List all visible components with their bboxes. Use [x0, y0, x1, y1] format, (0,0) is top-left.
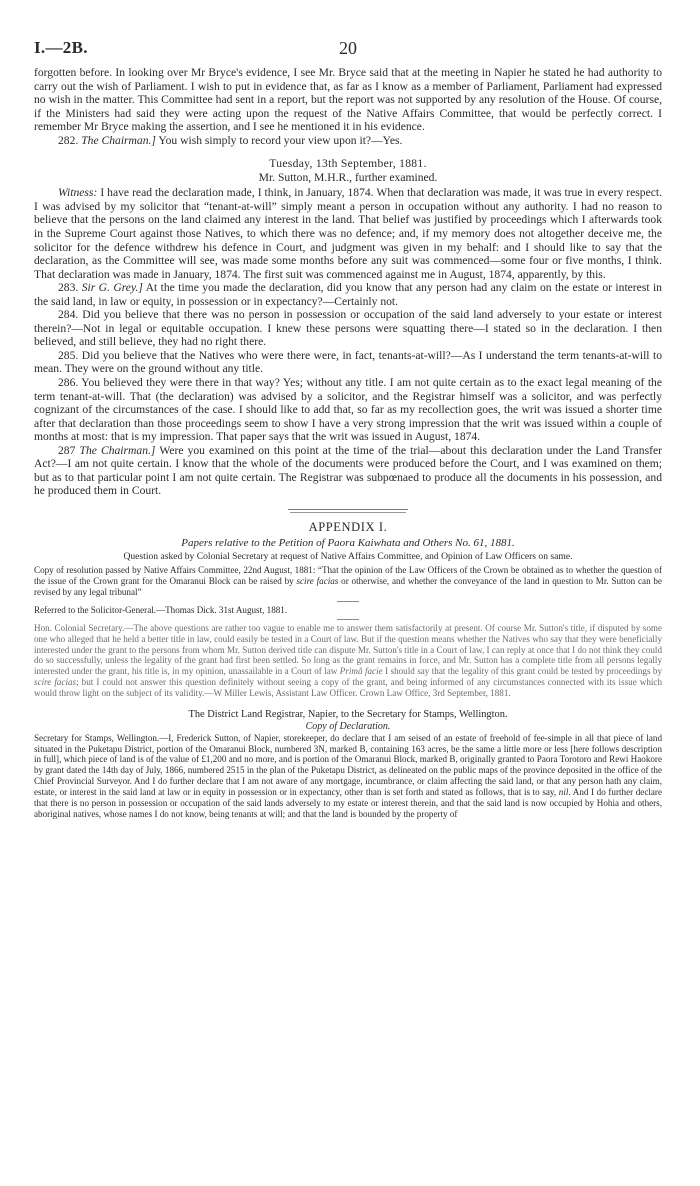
question-number: 287	[58, 443, 76, 457]
appendix-title: Papers relative to the Petition of Paora Kaiwhata and Others No. 61, 1881.	[181, 536, 515, 549]
evidence-section	[34, 66, 662, 498]
speaker: The Chairman.]	[79, 443, 156, 457]
referral-note: Referred to the Solicitor-General.—Thomas Dick. 31st August, 1881.	[34, 604, 288, 615]
date-heading: Tuesday, 13th September, 1881.	[269, 157, 427, 171]
law-officer-opinion	[34, 623, 662, 699]
copy-of-resolution	[34, 565, 662, 598]
declaration-text	[34, 733, 662, 820]
question-284: 284. Did you believe that there was no person in possession or occupation of the said land adversely to your estate or interest therein?—Not in legal or equitable occupation. I knew these persons were squatting there—I stated so in the declaration. I then believed, and still believe, they had no right there.	[34, 308, 662, 349]
document-reference: I.—2B.	[34, 38, 88, 57]
question-number: 283.	[58, 281, 79, 295]
resolution-italic: scire facias	[296, 576, 339, 587]
declaration-heading: Copy of Declaration.	[305, 720, 391, 732]
registrar-heading: The District Land Registrar, Napier, to the Secretary for Stamps, Wellington.	[188, 708, 508, 720]
opinion-italic: Primâ facie	[339, 666, 383, 677]
appendix-heading: APPENDIX I.	[308, 519, 388, 534]
opinion-text: Hon. Colonial Secretary.—The above questions are rather too vague to enable me to answer them satisfactorily at present. Of course Mr. Sutton's title, if disputed by some one who alleged that he held a better title in law, could easily be tested in a Court of law. But if the question means whether the Natives who say that they were beneficially interested under the grant to the persons from whom Mr. Sutton derived title can dispute Mr. Sutton's title in a Court of law, I can reply at once that I do not think they could do so successfully, unless the legality of the grant had first been settled. So long as the grant remains in force, and Mr. Sutton has a complete title from all persons legally interested under the grant, his title is, in my opinion, unassailable in a Court of law	[34, 622, 662, 677]
speaker: The Chairman.]	[81, 133, 156, 147]
opinion-italic-2: scire facias	[34, 677, 77, 688]
question-282	[34, 134, 662, 148]
page-header	[34, 38, 662, 66]
short-divider	[337, 601, 359, 602]
section-divider-second	[290, 512, 406, 513]
witness-text: I have read the declaration made, I think, in January, 1874. When that declaration was made, it was true in every respect. I was advised by my solicitor that “tenant-at-will” simply meant a person in occupation without any authority. I had no reason to believe that the persons on the land claimed any interest in the land. That belief was justified by proceedings which I afterwards took in the Supreme Court against those Natives, to which there was no defence; and, if my memory does not altogether deceive me, the solicitor for the defence withdrew his defence in Court, and judgment was given in my behalf: and I should like to say that the declaration, as the Committee will see, was made some months before any suit was commenced—some four or five months, I think. That declaration was made in January, 1874. The first suit was commenced against me in August, 1874, apparently, by this.	[34, 186, 662, 281]
question-287	[34, 444, 662, 498]
resolution-text-end: or otherwise, and whether the conveyance of the land in question to Mr. Sutton can be revised by any legal tribunal”	[34, 576, 662, 598]
question-283	[34, 281, 662, 308]
witness-statement	[34, 186, 662, 281]
paragraph-continuation: forgotten before. In looking over Mr Bryce's evidence, I see Mr. Bryce said that at the meeting in Napier he stated he had authority to carry out the wish of Parliament. I wish to put in evidence that, as far as I know as a member of Parliament, Parliament had expressed no wish in the matter. This Committee had sent in a report, but the report was not supported by any resolution of the House. Of course, if the Ministers had said they were acting upon the request of the Native Affairs Committee, that would be perfectly correct. I remember Mr Bryce making the assertion, and I see he mentioned it in his evidence.	[34, 66, 662, 134]
opinion-text-mid: I should say that the legality of this grant could be tested by proceedings by	[382, 666, 662, 677]
declaration-italic: nil	[558, 786, 569, 797]
question-text: At the time you made the declaration, did you know that any person had any claim on the estate or interest in the said land, in law or equity, in possession or in expectancy?—Certainly not.	[34, 281, 662, 308]
question-number: 282.	[58, 133, 79, 147]
resolution-text: Copy of resolution passed by Native Affairs Committee, 22nd August, 1881: “That the opinion of the Law Officers of the Crown be obtained as to whether the question of the issue of the Crown grant for the Omaranui Block can be raised by	[34, 565, 662, 587]
question-text: Were you examined on this point at the time of the trial—about this declaration under the Land Transfer Act?—I am not quite certain. I know that the whole of the documents were produced before the Court, and I was examined on them; but as to that particular point I am not quite certain. The Registrar was subpœnaed to produce all the documents in his possession, and he produced them in Court.	[34, 443, 662, 498]
short-divider	[337, 619, 359, 620]
witness-label: Witness:	[58, 186, 98, 200]
declaration-body: Secretary for Stamps, Wellington.—I, Frederick Sutton, of Napier, storekeeper, do declare that I am seised of an estate of freehold of fee-simple in all that piece of land situated in the Puketapu District, portion of the Omaranui Block, numbered 3N, marked B, containing 163 acres, be the same a little more or less [here follows description in full], which piece of land is of the value of £1,200 and no more, and is portion of the Omaranui Block, marked B, originally granted to Paora Torotoro and Rewi Haokore by grant dated the 14th day of July, 1866, numbered 2515 in the plan of the Puketapu District, as delineated on the public maps of the province deposited in the office of the Chief Provincial Surveyor. And I do further declare that I am not aware of any mortgage, incumbrance, or claim affecting the said land, or that any person hath any claim, estate, or interest in the said land at law or in equity in possession or in expectancy, other than is set forth and stated as follows, that is to say,	[34, 732, 662, 797]
witness-heading: Mr. Sutton, M.H.R., further examined.	[258, 170, 438, 184]
question-286: 286. You believed they were there in that way? Yes; without any title. I am not quite certain as to the exact legal meaning of the term tenant-at-will. That (the declaration) was advised by a solicitor, and the Registrar himself was a solicitor, and was perfectly cognizant of the circumstances of the case. I should like to add that, so far as my recollection goes, the writ was issued a shorter time after that declaration than those proceedings seem to show I have a very strong impression that the writ was issued within a couple of months at most: that is my impression. That paper says that the writ was issued in August, 1874.	[34, 376, 662, 444]
question-285: 285. Did you believe that the Natives who were there were, in fact, tenants-at-will?—As I understand the term tenants-at-will to mean. They were on the ground without any title.	[34, 348, 662, 376]
declaration-body-end: . And I do further declare that there is no person in possession or occupation of the said lands adversely to my estate or interest therein, and that the said land is now occupied by Hohia and others, aboriginal natives, whose names I do not know, being tenants at will; and that the land is bounded by the property of	[34, 786, 662, 819]
question-heading: Question asked by Colonial Secretary at request of Native Affairs Committee, and Opinion of Law Officers on same.	[123, 550, 573, 562]
page-number: 20	[339, 38, 357, 58]
question-text: You wish simply to record your view upon it?—Yes.	[158, 133, 403, 147]
speaker: Sir G. Grey.]	[81, 281, 143, 295]
appendix-section	[34, 537, 662, 820]
section-divider	[288, 509, 408, 510]
opinion-text-end: ; but I could not answer this question definitely without seeing a copy of the grant, and being informed of any circumstances connected with its issue which would throw light on the subject of its validity.—W Miller Lewis, Assistant Law Officer. Crown Law Office, 3rd September, 1881.	[34, 677, 662, 698]
